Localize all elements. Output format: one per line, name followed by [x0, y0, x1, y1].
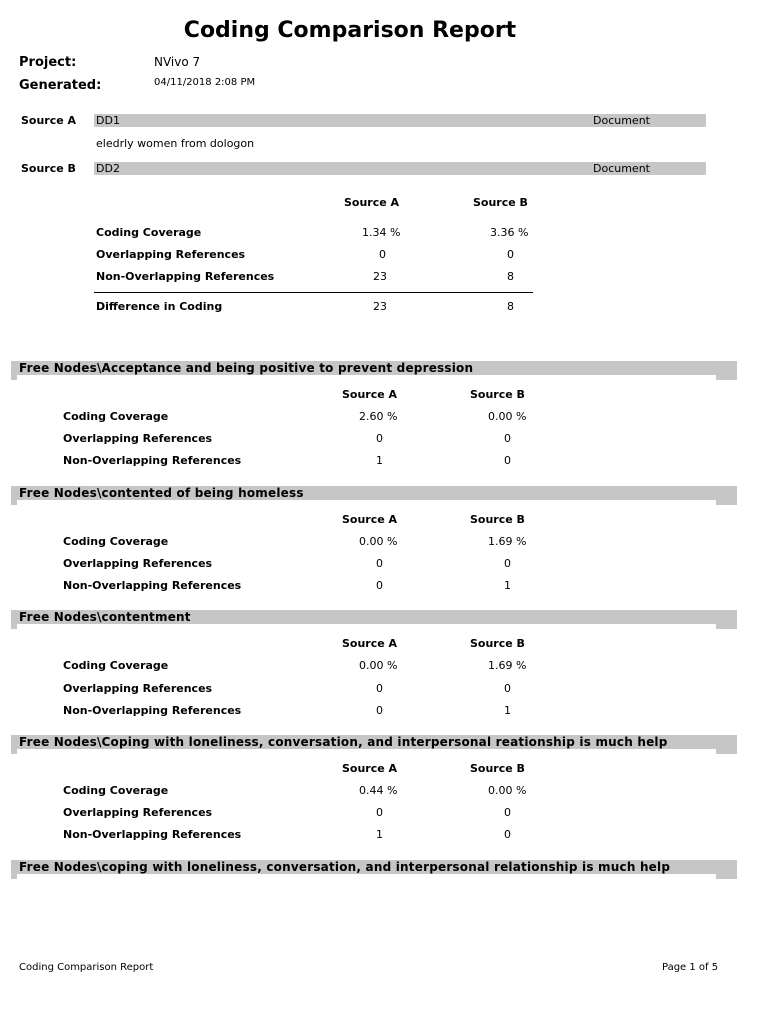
row-a: 0 — [376, 579, 383, 592]
summary-row-a: 0 — [379, 248, 386, 261]
row-a: 0 — [376, 806, 383, 819]
summary-row-label: Overlapping References — [96, 248, 246, 261]
row-a: 0 — [376, 432, 383, 445]
row-b: 0.00 % — [488, 784, 527, 797]
source-b-label: Source B — [21, 162, 76, 175]
node-section-header — [11, 860, 737, 874]
difference-b: 8 — [507, 300, 514, 313]
row-b: 0 — [504, 828, 511, 841]
row-label: Coding Coverage — [63, 784, 169, 797]
node-section-title: Free Nodes\coping with loneliness, conversation, and interpersonal relationship is much help — [19, 860, 671, 874]
col-a-header: Source A — [342, 637, 398, 650]
row-label: Overlapping References — [63, 806, 213, 819]
row-label: Coding Coverage — [63, 659, 169, 672]
row-a: 0.00 % — [359, 535, 398, 548]
source-a-bar — [94, 114, 706, 127]
section-bar-edge — [716, 624, 737, 629]
generated-value: 04/11/2018 2:08 PM — [154, 77, 256, 88]
node-section-title: Free Nodes\Coping with loneliness, conversation, and interpersonal reationship is much help — [19, 735, 668, 749]
row-a: 2.60 % — [359, 410, 398, 423]
summary-row-b: 3.36 % — [490, 226, 529, 239]
section-bar-edge — [11, 375, 17, 380]
row-a: 0 — [376, 704, 383, 717]
row-b: 0 — [504, 557, 511, 570]
row-b: 0 — [504, 432, 511, 445]
source-b-type: Document — [593, 162, 650, 175]
col-a-header: Source A — [342, 513, 398, 526]
col-b-header: Source B — [470, 637, 525, 650]
node-section-title: Free Nodes\contented of being homeless — [19, 486, 304, 500]
summary-row-a: 1.34 % — [362, 226, 401, 239]
col-a-header: Source A — [342, 762, 398, 775]
summary-row-b: 0 — [507, 248, 514, 261]
section-bar-edge — [11, 749, 17, 754]
section-bar-edge — [716, 749, 737, 754]
node-section-header — [11, 361, 737, 375]
row-label: Overlapping References — [63, 557, 213, 570]
summary-row-b: 8 — [507, 270, 514, 283]
col-b-header: Source B — [470, 762, 525, 775]
section-bar-edge — [11, 874, 17, 879]
row-label: Coding Coverage — [63, 535, 169, 548]
project-value: NVivo 7 — [154, 55, 201, 69]
section-bar-edge — [11, 624, 17, 629]
summary-divider — [94, 292, 533, 293]
row-label: Non-Overlapping References — [63, 454, 242, 467]
row-label: Overlapping References — [63, 682, 213, 695]
row-b: 0 — [504, 454, 511, 467]
source-a-label: Source A — [21, 114, 77, 127]
node-section-title: Free Nodes\Acceptance and being positive to prevent depression — [19, 361, 474, 375]
source-a-description: eledrly women from dologon — [96, 137, 255, 150]
col-b-header: Source B — [470, 388, 525, 401]
row-b: 0.00 % — [488, 410, 527, 423]
row-b: 1 — [504, 704, 511, 717]
source-b-bar — [94, 162, 706, 175]
row-label: Non-Overlapping References — [63, 579, 242, 592]
section-bar-edge — [716, 375, 737, 380]
col-b-header: Source B — [470, 513, 525, 526]
difference-a: 23 — [373, 300, 387, 313]
page-number: Page 1 of 5 — [662, 962, 719, 973]
row-b: 0 — [504, 806, 511, 819]
section-bar-edge — [716, 500, 737, 505]
row-b: 1.69 % — [488, 659, 527, 672]
row-label: Overlapping References — [63, 432, 213, 445]
row-label: Non-Overlapping References — [63, 704, 242, 717]
row-b: 1.69 % — [488, 535, 527, 548]
node-section-title: Free Nodes\contentment — [19, 610, 191, 624]
summary-col-a-header: Source A — [344, 196, 400, 209]
row-a: 1 — [376, 828, 383, 841]
section-bar-edge — [11, 500, 17, 505]
source-b-name: DD2 — [96, 162, 120, 175]
footer-report-name: Coding Comparison Report — [19, 962, 154, 973]
summary-col-b-header: Source B — [473, 196, 528, 209]
col-a-header: Source A — [342, 388, 398, 401]
row-b: 1 — [504, 579, 511, 592]
row-a: 0.44 % — [359, 784, 398, 797]
project-label: Project: — [19, 55, 77, 70]
row-b: 0 — [504, 682, 511, 695]
row-a: 0.00 % — [359, 659, 398, 672]
summary-row-label: Coding Coverage — [96, 226, 202, 239]
row-label: Non-Overlapping References — [63, 828, 242, 841]
node-section-header — [11, 486, 737, 500]
report-title: Coding Comparison Report — [183, 18, 517, 43]
node-section-header — [11, 735, 737, 749]
row-a: 1 — [376, 454, 383, 467]
difference-label: Difference in Coding — [96, 300, 223, 313]
generated-label: Generated: — [19, 78, 102, 93]
row-a: 0 — [376, 557, 383, 570]
section-bar-edge — [716, 874, 737, 879]
row-a: 0 — [376, 682, 383, 695]
source-a-name: DD1 — [96, 114, 120, 127]
summary-row-label: Non-Overlapping References — [96, 270, 275, 283]
node-section-header — [11, 610, 737, 624]
row-label: Coding Coverage — [63, 410, 169, 423]
summary-row-a: 23 — [373, 270, 387, 283]
source-a-type: Document — [593, 114, 650, 127]
